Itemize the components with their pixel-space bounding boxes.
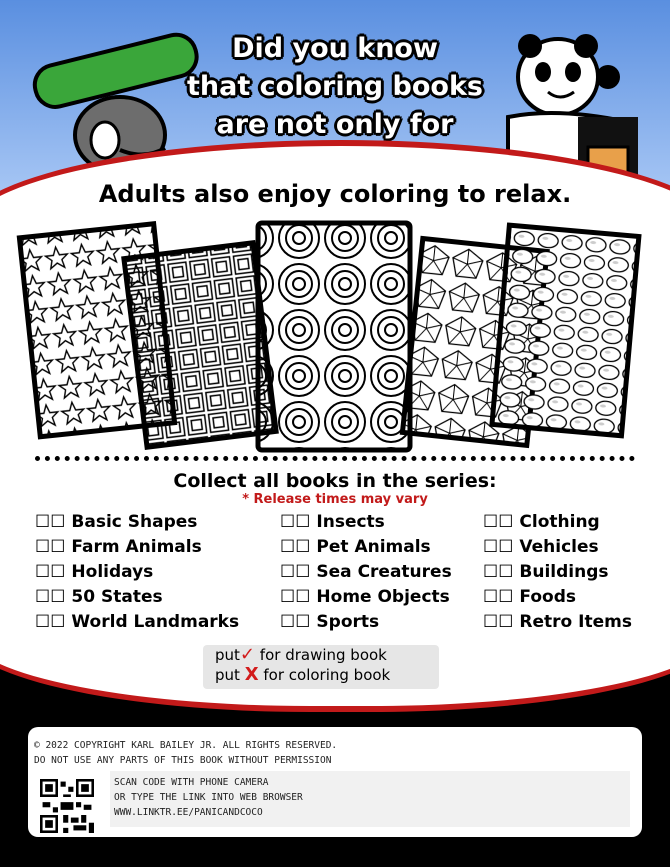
copyright-text: © 2022 COPYRIGHT KARL BAILEY JR. ALL RIGHTS RESERVED. xyxy=(34,740,338,751)
series-item[interactable]: ☐☐ 50 States xyxy=(35,587,163,607)
series-item[interactable]: ☐☐ World Landmarks xyxy=(35,612,240,632)
headline-line-3: are not only for xyxy=(216,109,454,140)
legend-coloring: put X for coloring book xyxy=(215,664,391,685)
scan-instruction-2: OR TYPE THE LINK INTO WEB BROWSER xyxy=(114,792,303,803)
checkbox-pair[interactable]: ☐☐ xyxy=(35,537,66,557)
series-item[interactable]: ☐☐ Foods xyxy=(483,587,576,607)
collect-title: Collect all books in the series: xyxy=(173,470,497,492)
checkbox-pair[interactable]: ☐☐ xyxy=(483,587,514,607)
coloring-page-samples xyxy=(0,215,670,455)
permission-notice: DO NOT USE ANY PARTS OF THIS BOOK WITHOUT PERMISSION xyxy=(34,755,332,766)
checkbox-pair[interactable]: ☐☐ xyxy=(280,562,311,582)
checkbox-pair[interactable]: ☐☐ xyxy=(280,512,311,532)
checkbox-pair[interactable]: ☐☐ xyxy=(483,537,514,557)
series-item[interactable]: ☐☐ Pet Animals xyxy=(280,537,431,557)
series-column-2 xyxy=(280,510,452,635)
series-item[interactable]: ☐☐ Basic Shapes xyxy=(35,512,198,532)
release-note: * Release times may vary xyxy=(242,492,428,507)
series-item[interactable]: ☐☐ Sports xyxy=(280,612,380,632)
series-column-1 xyxy=(35,510,239,635)
checkbox-pair[interactable]: ☐☐ xyxy=(280,612,311,632)
series-item[interactable]: ☐☐ Holidays xyxy=(35,562,154,582)
qr-code-icon[interactable] xyxy=(40,779,94,833)
series-item[interactable]: ☐☐ Home Objects xyxy=(280,587,450,607)
subheadline: Adults also enjoy coloring to relax. xyxy=(98,180,572,208)
checkbox-pair[interactable]: ☐☐ xyxy=(280,537,311,557)
series-item[interactable]: ☐☐ Insects xyxy=(280,512,385,532)
series-item[interactable]: ☐☐ Buildings xyxy=(483,562,609,582)
series-item[interactable]: ☐☐ Clothing xyxy=(483,512,600,532)
checkbox-pair[interactable]: ☐☐ xyxy=(35,562,66,582)
headline-line-2: that coloring books xyxy=(187,71,483,102)
x-mark-icon: X xyxy=(244,664,259,685)
checkmark-icon: ✓ xyxy=(239,644,256,665)
checkbox-pair[interactable]: ☐☐ xyxy=(35,612,66,632)
link-text[interactable]: WWW.LINKTR.EE/PANICANDCOCO xyxy=(114,807,263,818)
dotted-divider xyxy=(35,456,635,461)
series-item[interactable]: ☐☐ Farm Animals xyxy=(35,537,202,557)
checkbox-pair[interactable]: ☐☐ xyxy=(35,587,66,607)
legend-drawing: put✓ for drawing book xyxy=(215,644,387,665)
series-item[interactable]: ☐☐ Vehicles xyxy=(483,537,599,557)
checkbox-pair[interactable]: ☐☐ xyxy=(483,512,514,532)
footer-panel xyxy=(28,727,642,837)
headline-line-1: Did you know xyxy=(232,33,438,64)
series-item[interactable]: ☐☐ Retro Items xyxy=(483,612,632,632)
checkbox-pair[interactable]: ☐☐ xyxy=(483,612,514,632)
checkbox-pair[interactable]: ☐☐ xyxy=(483,562,514,582)
checkbox-pair[interactable]: ☐☐ xyxy=(35,512,66,532)
scan-instruction-1: SCAN CODE WITH PHONE CAMERA xyxy=(114,777,269,788)
legend-box xyxy=(203,645,439,689)
checkbox-pair[interactable]: ☐☐ xyxy=(280,587,311,607)
series-item[interactable]: ☐☐ Sea Creatures xyxy=(280,562,452,582)
series-column-3 xyxy=(483,510,632,635)
